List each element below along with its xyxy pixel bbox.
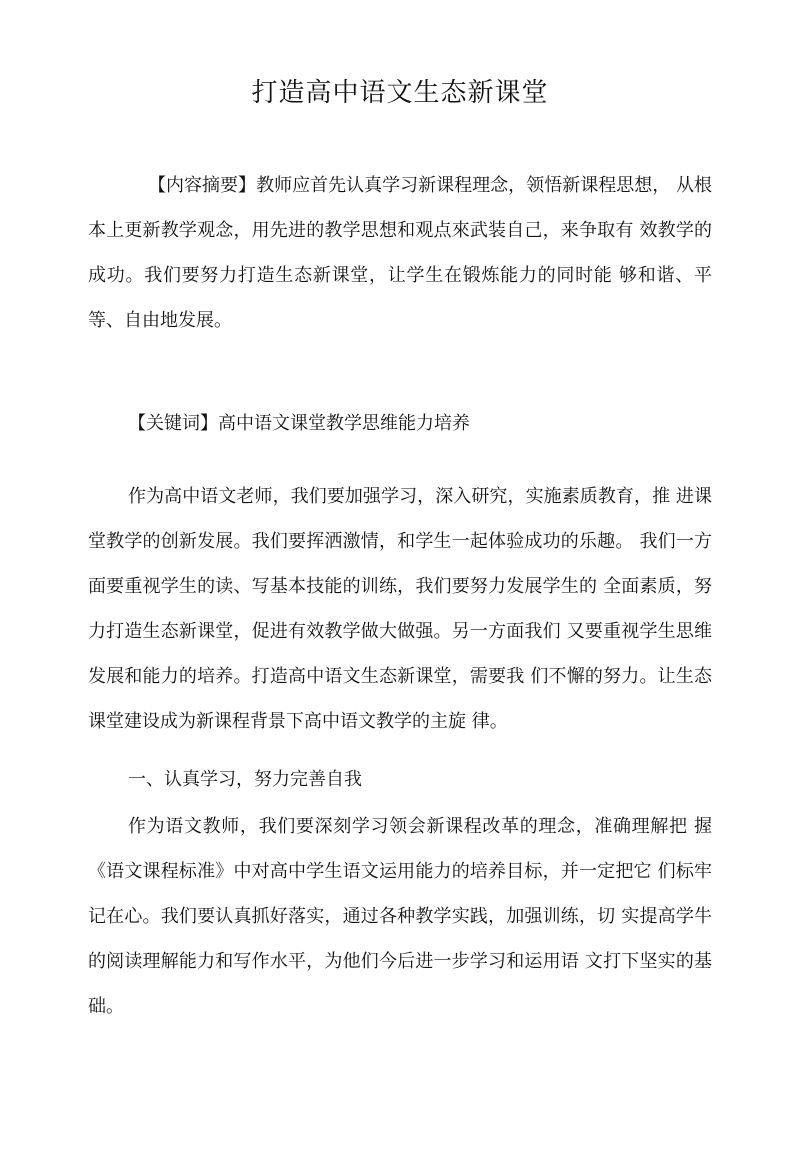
body-paragraph-2: 作为语文教师，我们要深刻学习领会新课程改革的理念，准确理解把 握《语文课程标准》中对高中学生语文运用能力的培养目标，并一定把它 们标牢记在心。我们要认真抓好落实，通过各种教学实践，加强训练，切 实提高学牛的阅读理解能力和写作水平，为他们今后进一步学习和运用语 文打下坚实的基础。	[88, 816, 712, 1017]
body-paragraph-1: 作为高中语文老师，我们要加强学习，深入研究，实施素质教育，推 进课堂教学的创新发展。我们要挥洒激情，和学生一起体验成功的乐趣。 我们一方面要重视学生的读、写基本技能的训练，我们要努力发展学生的 全面素质，努力打造生态新课堂，促进有效教学做大做强。另一方面我们 又要重视学生思维发展和能力的培养。打造高中语文生态新课堂，需要我 们不懈的努力。让生态课堂建设成为新课程背景下高中语文教学的主旋 律。	[88, 486, 712, 732]
keywords-text: 高中语文课堂教学思维能力培养	[218, 413, 470, 434]
section-heading-1: 一、认真学习，努力完善自我	[128, 769, 362, 790]
abstract-paragraph	[88, 163, 712, 343]
keywords-label: 【关键词】	[128, 413, 218, 434]
keywords-line	[128, 401, 728, 446]
document-title: 打造高中语文生态新课堂	[251, 78, 549, 108]
abstract-text: 教师应首先认真学习新课程理念，领悟新课程思想， 从根本上更新教学观念，用先进的教学思想和观点來武装自己，来争取有 效教学的成功。我们要努力打造生态新课堂，让学生在锻炼能力的同时能 够和谐、平等、自由地发展。	[88, 175, 712, 331]
abstract-label: 【内容摘要】	[148, 175, 257, 196]
